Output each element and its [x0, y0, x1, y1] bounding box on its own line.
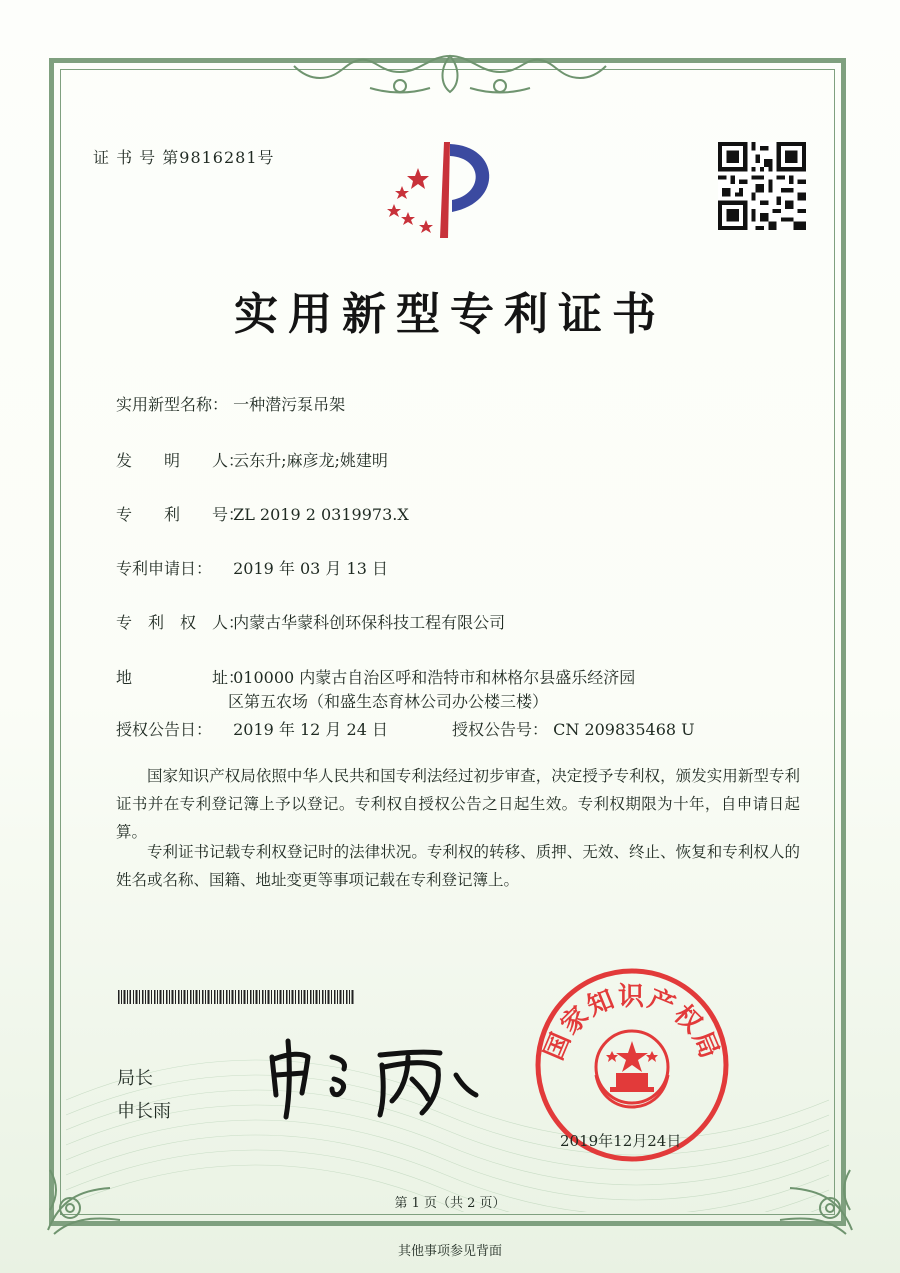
address-line2: 区第五农场（和盛生态育林公司办公楼三楼）: [228, 692, 549, 711]
address-continued: [228, 691, 548, 713]
field-address: [116, 667, 635, 689]
address-line1: 010000 内蒙古自治区呼和浩特市和林格尔县盛乐经济园: [233, 668, 636, 687]
field-value: ZL 2019 2 0319973.X: [233, 505, 409, 524]
page-number: 第 1 页（共 2 页）: [394, 1196, 506, 1211]
certificate-number: 证 书 号 第9816281号: [93, 148, 275, 167]
field-label: 授权公告日：: [116, 720, 213, 739]
field-value: 一种潜污泵吊架: [233, 395, 346, 414]
field-label: 专利申请日：: [116, 559, 213, 578]
field-label: 发 明 人：: [116, 451, 245, 470]
field-grant-date: [116, 719, 388, 741]
field-grant-number: [452, 719, 695, 741]
field-value: CN 209835468 U: [553, 720, 695, 739]
page-title: 实用新型专利证书: [234, 289, 666, 340]
statement-paragraph-1: 国家知识产权局依照中华人民共和国专利法经过初步审查，决定授予专利权，颁发实用新型专利证书并在专利登记簿上予以登记。专利权自授权公告之日起生效。专利权期限为十年，自申请日起算。: [116, 767, 800, 841]
field-value: 云东升;麻彦龙;姚建明: [233, 451, 388, 470]
field-value: 内蒙古华蒙科创环保科技工程有限公司: [233, 613, 506, 632]
director-name: 申长雨: [117, 1101, 171, 1122]
director-signature: [262, 1035, 487, 1120]
field-patent-number: [116, 504, 409, 526]
director-title: 局长: [117, 1068, 153, 1089]
field-label: 地 址：: [116, 668, 245, 687]
field-label: 专 利 权 人：: [116, 613, 245, 632]
field-value: 2019 年 03 月 13 日: [233, 559, 388, 578]
field-label: 专 利 号：: [116, 505, 245, 524]
field-label: 授权公告号：: [452, 720, 549, 739]
field-inventors: [116, 450, 388, 472]
footnote: 其他事项参见背面: [397, 1244, 502, 1259]
seal-date: 2019年12月24日: [560, 1132, 682, 1150]
patent-office-emblem: [380, 138, 510, 248]
field-patentee: [116, 612, 505, 634]
qr-code: [718, 142, 806, 230]
statement-paragraph-2: 专利证书记载专利权登记时的法律状况。专利权的转移、质押、无效、终止、恢复和专利权人的姓名或名称、国籍、地址变更等事项记载在专利登记簿上。: [116, 843, 800, 889]
barcode: [118, 990, 354, 1004]
field-label: 实用新型名称：: [116, 395, 229, 414]
field-utility-name: [116, 394, 345, 416]
top-ornament: [290, 48, 610, 100]
field-filing-date: [116, 558, 388, 580]
seal-text: 国家知识产权局: [539, 982, 725, 1065]
field-value: 2019 年 12 月 24 日: [233, 720, 388, 739]
